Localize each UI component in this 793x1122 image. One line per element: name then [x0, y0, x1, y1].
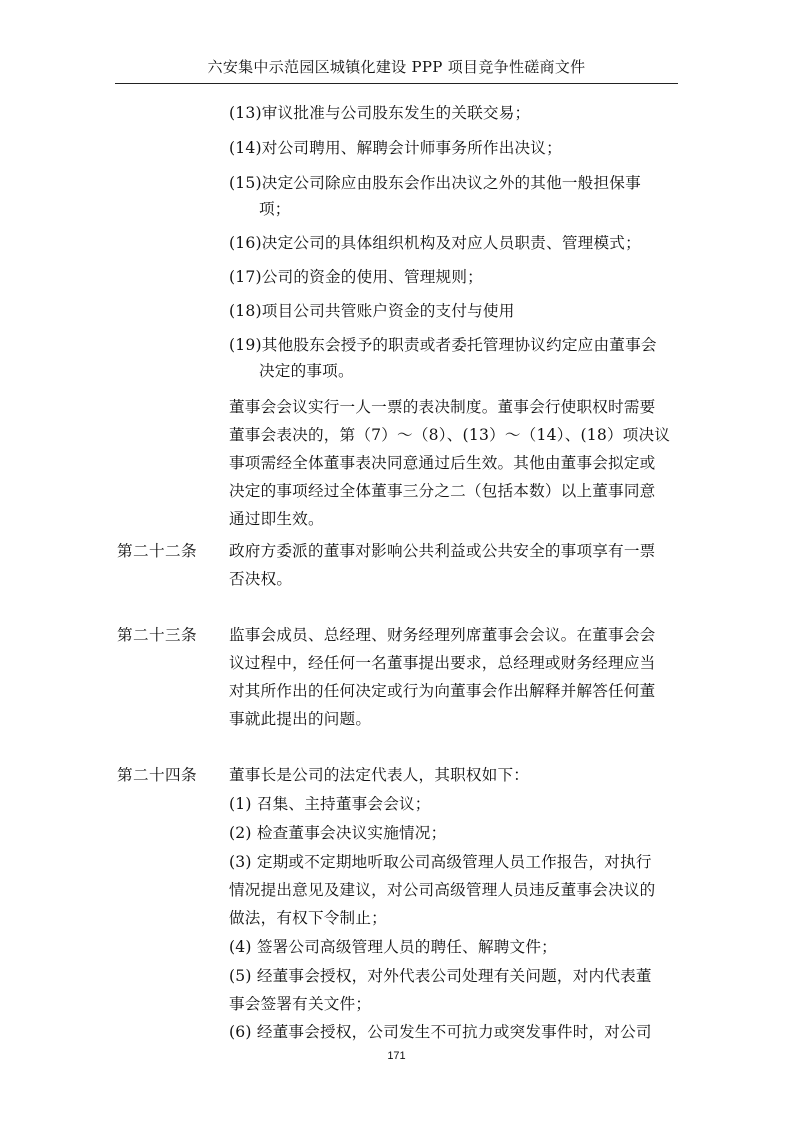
article-24-intro: 董事长是公司的法定代表人，其职权如下： [229, 766, 530, 784]
article-24-line: (1) 召集、主持董事会会议； [229, 795, 431, 813]
list-item-15: (15)决定公司除应由股东会作出决议之外的其他一般担保事 [229, 174, 641, 192]
article-24-line: 做法，有权下令制止； [229, 909, 387, 927]
article-24-line: 事会签署有关文件； [229, 995, 372, 1013]
article-23-line: 对其所作出的任何决定或行为向董事会作出解释并解答任何董 [229, 682, 656, 700]
page-header-title: 六安集中示范园区城镇化建设 PPP 项目竞争性磋商文件 [207, 58, 586, 76]
article-24-line: (2) 检查董事会决议实施情况； [229, 824, 447, 842]
article-23-line: 事就此提出的问题。 [229, 710, 372, 728]
article-23-line: 议过程中，经任何一名董事提出要求，总经理或财务经理应当 [229, 654, 656, 672]
page-number: 171 [387, 1050, 406, 1062]
article-22-line: 政府方委派的董事对影响公共利益或公共安全的事项享有一票 [229, 542, 656, 560]
article-22-line: 否决权。 [229, 570, 293, 588]
voting-paragraph-line: 通过即生效。 [229, 510, 324, 528]
article-22-label: 第二十二条 [117, 542, 197, 560]
list-item-19-cont: 决定的事项。 [259, 362, 354, 380]
voting-paragraph-line: 董事会会议实行一人一票的表决制度。董事会行使职权时需要 [229, 398, 656, 416]
voting-paragraph-line: 董事会表决的，第（7）～（8）、(13）～（14）、(18）项决议 [229, 426, 671, 444]
article-24-line: 情况提出意见及建议，对公司高级管理人员违反董事会决议的 [229, 881, 656, 899]
list-item-18: (18)项目公司共管账户资金的支付与使用 [229, 302, 515, 320]
list-item-15-cont: 项； [259, 200, 291, 218]
header-divider [115, 83, 678, 84]
article-24-line: (5) 经董事会授权，对外代表公司处理有关问题，对内代表董 [229, 967, 652, 985]
article-24-label: 第二十四条 [117, 766, 197, 784]
list-item-17: (17)公司的资金的使用、管理规则； [229, 268, 483, 286]
voting-paragraph-line: 事项需经全体董事表决同意通过后生效。其他由董事会拟定或 [229, 454, 656, 472]
list-item-19: (19)其他股东会授予的职责或者委托管理协议约定应由董事会 [229, 336, 657, 354]
article-24-line: (6) 经董事会授权，公司发生不可抗力或突发事件时，对公司 [229, 1023, 652, 1041]
list-item-13: (13)审议批准与公司股东发生的关联交易； [229, 104, 531, 122]
list-item-16: (16)决定公司的具体组织机构及对应人员职责、管理模式； [229, 234, 641, 252]
voting-paragraph-line: 决定的事项经过全体董事三分之二（包括本数）以上董事同意 [229, 482, 656, 500]
list-item-14: (14)对公司聘用、解聘会计师事务所作出决议； [229, 139, 562, 157]
article-23-label: 第二十三条 [117, 626, 197, 644]
article-24-line: (3) 定期或不定期地听取公司高级管理人员工作报告，对执行 [229, 853, 652, 871]
article-23-line: 监事会成员、总经理、财务经理列席董事会会议。在董事会会 [229, 626, 656, 644]
article-24-line: (4) 签署公司高级管理人员的聘任、解聘文件； [229, 938, 557, 956]
